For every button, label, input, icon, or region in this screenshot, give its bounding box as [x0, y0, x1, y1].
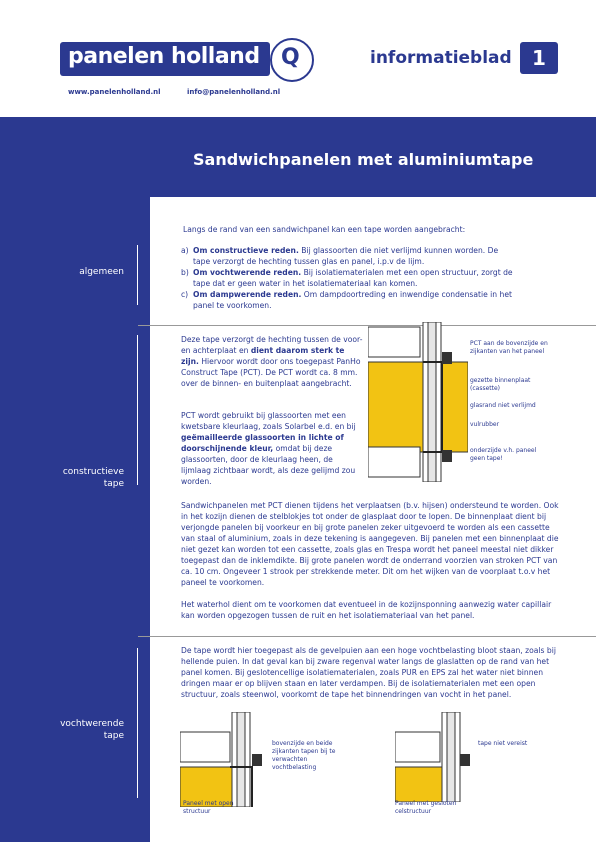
diagram-caption: bovenzijde en beide zijkanten tapen bij te verwachten vochtbelasting [272, 740, 336, 771]
contact-links [68, 88, 304, 96]
open-structure-panel-diagram [180, 712, 275, 807]
page-header [0, 0, 596, 117]
page-title: Sandwichpanelen met aluminiumtape [193, 150, 534, 169]
logo-text: panelen holland [68, 44, 260, 69]
section-divider [137, 335, 138, 485]
section-label-vochtwerende: vochtwerende tape [60, 719, 124, 741]
email-link[interactable]: info@panelenholland.nl [187, 88, 281, 96]
diagram-caption: glasrand niet verlijmd [470, 402, 536, 409]
section-rule [138, 636, 596, 637]
section-divider [137, 245, 138, 305]
list-item: b) Om vochtwerende reden. Bij isolatiematerialen met een open structuur, zorgt de tape dat er geen water in het isolatiemateriaal kan komen. [181, 268, 513, 288]
vochtwerende-para1: De tape wordt hier toegepast als de gevelpuien aan een hoge vochtbelasting bloot staan, zoals bij hellende puien. In dat geval kan bij zware regenval water langs de glaslatten op de rand van het panel komen. Bij geslotencellige isolatiematerialen, zoals PUR en EPS zal het water niet binnen dringen maar er op blijven staan en later verdampen. Bij de isolatiematerialen met een open structuur, zoals steenwol, voorkomt de tape het binnendringen van vocht in het panel. [181, 646, 556, 699]
diagram-caption: tape niet vereist [478, 740, 528, 747]
closed-cell-panel-diagram [395, 712, 480, 802]
algemeen-intro: Langs de rand van een sandwichpanel kan een tape worden aangebracht: [183, 225, 466, 234]
constructieve-para2: PCT wordt gebruikt bij glassoorten met een kwetsbare kleurlaag, zoals Solarbel e.d. en bij geëmailleerde glassoorten in lichte of doorschijnende kleur, omdat bij deze glassoorten, door de kleurlaag heen, de lijmlaag zichtbaar wordt, als deze gelijmd zou worden. [181, 411, 356, 486]
section-label-algemeen: algemeen [79, 267, 124, 277]
list-item: c) Om dampwerende reden. Om dampdoortreding en inwendige condensatie in het panel te voorkomen. [181, 290, 512, 310]
pct-panel-diagram [368, 322, 468, 482]
section-label-constructieve: constructieve tape [62, 467, 124, 489]
diagram-caption: Paneel met gesloten celstructuur [395, 800, 457, 815]
diagram-caption: onderzijde v.h. paneel geen tape! [470, 447, 537, 462]
list-item: a) Om constructieve reden. Bij glassoorten die niet verlijmd kunnen worden. De tape verzorgt de hechting tussen glas en panel, i.p.v de lijm. [181, 246, 499, 266]
website-link[interactable]: www.panelenholland.nl [68, 88, 161, 96]
constructieve-para1: Deze tape verzorgt de hechting tussen de voor- en achterplaat en dient daarom sterk te zijn. Hiervoor wordt door ons toegepast PanHo Construct Tape (PCT). De PCT wordt ca. 8 mm. over de binnen- en buitenplaat aangebracht. [181, 335, 363, 388]
diagram-caption: vulrubber [470, 421, 500, 428]
diagram-caption: PCT aan de bovenzijde en zijkanten van het paneel [470, 340, 548, 355]
section-divider [137, 648, 138, 798]
diagram-caption: gezette binnenplaat (cassette) [470, 377, 531, 392]
section-rule [138, 325, 596, 326]
diagram-caption: Paneel met open structuur [183, 800, 234, 815]
doc-number: 1 [520, 42, 558, 74]
doc-type: informatieblad [370, 48, 512, 68]
algemeen-list [181, 245, 516, 311]
quality-seal-icon: Q [270, 38, 314, 82]
constructieve-para3: Sandwichpanelen met PCT dienen tijdens het verplaatsen (b.v. hijsen) ondersteund te worden. Ook in het kozijn dienen de stelblokjes tot onder de glasplaat door te lopen. De binnenplaat dient bij verjongde panelen bij voorkeur en bij grote panelen zeker uitgevoerd te worden als een cassette van staal of aluminium, zoals in deze tekening is aangegeven. Bij panelen met een binnenplaat die niet gezet kan worden tot een cassette, zoals glas en Trespa wordt het paneel meestal niet dikker toegepast dan de inklemdikte. Bij grote panelen wordt de onderrand voorzien van stroken PCT van ca. 10 cm. Ongeveer 1 strook per strekkende meter. Dit om het wijken van de voorplaat t.o.v het paneel te voorkomen. [181, 501, 559, 587]
constructieve-para4: Het waterhol dient om te voorkomen dat eventueel in de kozijnsponning aanwezig water capillair kan worden opgezogen tussen de ruit en het isolatiemateriaal van het panel. [181, 600, 552, 620]
